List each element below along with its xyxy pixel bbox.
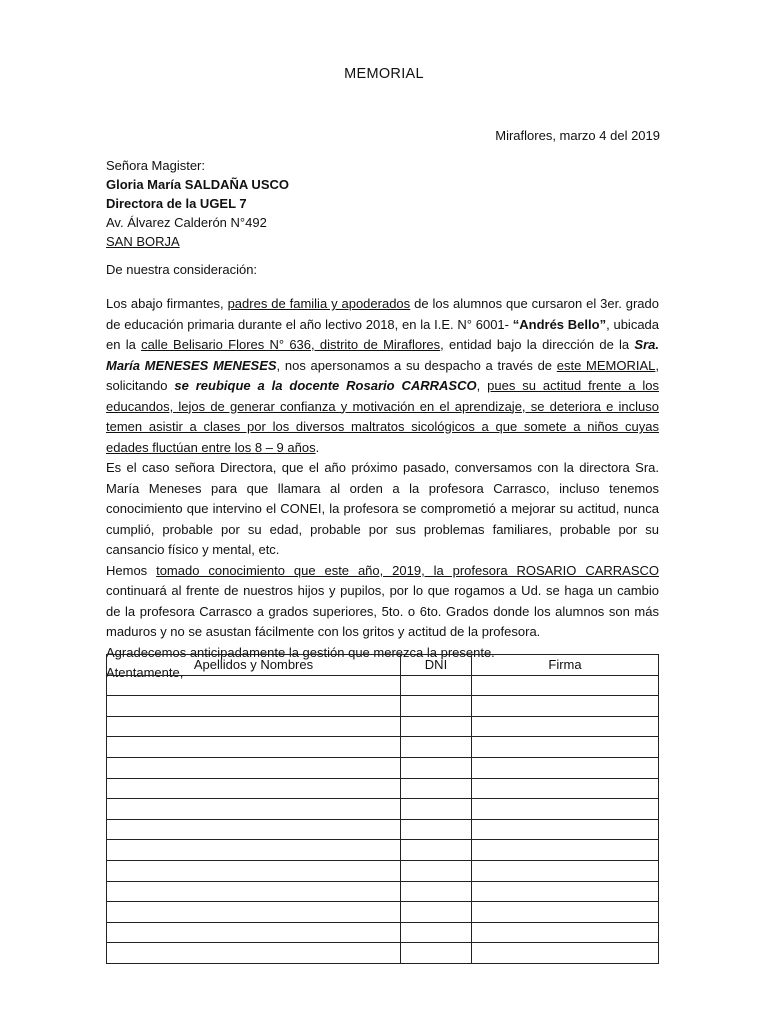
signature-cell[interactable] <box>472 696 659 717</box>
p3-underlined: tomado conocimiento que este año, 2019, la profesora ROSARIO CARRASCO <box>156 562 659 578</box>
p1-text: , solicitando <box>106 357 660 393</box>
name-cell[interactable] <box>107 902 401 923</box>
table-row <box>107 819 659 840</box>
dni-cell[interactable] <box>401 922 472 943</box>
signature-table <box>106 654 659 964</box>
table-row <box>107 716 659 737</box>
name-cell[interactable] <box>107 840 401 861</box>
name-cell[interactable] <box>107 696 401 717</box>
addressee-block <box>106 156 289 251</box>
table-row <box>107 840 659 861</box>
name-cell[interactable] <box>107 881 401 902</box>
header-signature: Firma <box>472 655 659 676</box>
table-row <box>107 696 659 717</box>
name-cell[interactable] <box>107 943 401 964</box>
greeting: De nuestra consideración: <box>106 262 258 277</box>
dni-cell[interactable] <box>401 860 472 881</box>
name-cell[interactable] <box>107 778 401 799</box>
table-row <box>107 922 659 943</box>
addressee-district: SAN BORJA <box>106 234 180 249</box>
p1-address: calle Belisario Flores N° 636, distrito de Miraflores <box>141 337 441 352</box>
signature-cell[interactable] <box>472 881 659 902</box>
signature-cell[interactable] <box>472 819 659 840</box>
table-row <box>107 860 659 881</box>
dni-cell[interactable] <box>401 757 472 778</box>
dni-cell[interactable] <box>401 799 472 820</box>
p1-reason: pues su actitud frente a los educandos, lejos de generar confianza y motivación en el aprendizaje, se deteriora e incluso temen asistir a clases por los diversos maltratos sicológicos a que somete a niños cuyas edades fluctúan entre los 8 – 9 años <box>106 378 659 455</box>
signature-cell[interactable] <box>472 860 659 881</box>
addressee-street: Av. Álvarez Calderón N°492 <box>106 215 267 230</box>
dni-cell[interactable] <box>401 881 472 902</box>
signature-table-header <box>107 655 659 676</box>
signature-cell[interactable] <box>472 799 659 820</box>
p1-text: Los abajo firmantes, <box>106 296 228 311</box>
p1-text: , ubicada en la <box>106 316 660 352</box>
document-date: Miraflores, marzo 4 del 2019 <box>495 128 660 143</box>
addressee-salutation: Señora Magister: <box>106 158 205 173</box>
table-row <box>107 737 659 758</box>
paragraph-4: Agradecemos anticipadamente la gestión que merezca la presente. <box>106 644 495 660</box>
name-cell[interactable] <box>107 799 401 820</box>
signature-cell[interactable] <box>472 922 659 943</box>
table-row <box>107 757 659 778</box>
table-row <box>107 799 659 820</box>
signature-cell[interactable] <box>472 778 659 799</box>
p1-text: , nos apersonamos a su despacho a través de <box>276 357 557 373</box>
addressee-name: Gloria María SALDAÑA USCO <box>106 177 289 192</box>
name-cell[interactable] <box>107 675 401 696</box>
signature-cell[interactable] <box>472 675 659 696</box>
p1-memorial-ref: este MEMORIAL <box>556 357 656 373</box>
dni-cell[interactable] <box>401 819 472 840</box>
name-cell[interactable] <box>107 757 401 778</box>
dni-cell[interactable] <box>401 840 472 861</box>
dni-cell[interactable] <box>401 716 472 737</box>
table-row <box>107 675 659 696</box>
dni-cell[interactable] <box>401 902 472 923</box>
document-title: MEMORIAL <box>344 66 424 82</box>
paragraph-3 <box>106 561 659 643</box>
addressee-position: Directora de la UGEL 7 <box>106 196 247 211</box>
p1-school-name: “Andrés Bello” <box>512 316 607 332</box>
signature-cell[interactable] <box>472 943 659 964</box>
header-names: Apellidos y Nombres <box>107 655 401 676</box>
table-row <box>107 778 659 799</box>
table-row <box>107 881 659 902</box>
p1-request: se reubique a la docente Rosario CARRASCO <box>174 378 477 393</box>
p1-director-name: Sra. María MENESES MENESES <box>106 337 659 373</box>
signature-cell[interactable] <box>472 737 659 758</box>
table-row <box>107 902 659 923</box>
name-cell[interactable] <box>107 716 401 737</box>
signature-cell[interactable] <box>472 757 659 778</box>
p1-text: , entidad bajo la dirección de la <box>440 337 635 352</box>
name-cell[interactable] <box>107 922 401 943</box>
signature-cell[interactable] <box>472 716 659 737</box>
dni-cell[interactable] <box>401 737 472 758</box>
closing: Atentamente, <box>106 665 184 680</box>
letter-body <box>106 294 659 684</box>
signature-cell[interactable] <box>472 840 659 861</box>
p1-text: , <box>476 378 488 393</box>
name-cell[interactable] <box>107 737 401 758</box>
p3-text: continuará al frente de nuestros hijos y pupilos, por lo que rogamos a Ud. se haga un cambio de la profesora Carrasco a grados superiores, 5to. o 6to. Grados donde los alumnos son más maduros y no se asustan fácilmente con los gritos y actitud de la profesora. <box>106 583 659 639</box>
p1-text: . <box>315 439 320 455</box>
dni-cell[interactable] <box>401 696 472 717</box>
paragraph-2: Es el caso señora Directora, que el año próximo pasado, conversamos con la directora Sra. María Meneses para que llamara al orden a la profesora Carrasco, incluso tenemos conocimiento que intervino el CONEI, la profesora se comprometió a mejorar su actitud, nunca cumplió, probable por su edad, probable por sus problemas familiares, probable por su cansancio físico y mental, etc. <box>106 460 659 557</box>
signature-table-body <box>107 675 659 963</box>
signature-cell[interactable] <box>472 902 659 923</box>
dni-cell[interactable] <box>401 675 472 696</box>
name-cell[interactable] <box>107 860 401 881</box>
name-cell[interactable] <box>107 819 401 840</box>
p1-text: de los alumnos que cursaron el 3er. grado de educación primaria durante el año lectivo 2018, en la I.E. N° 6001- <box>106 296 659 332</box>
p1-underlined: padres de familia y apoderados <box>227 296 411 311</box>
dni-cell[interactable] <box>401 778 472 799</box>
dni-cell[interactable] <box>401 943 472 964</box>
paragraph-1 <box>106 294 659 458</box>
header-dni: DNI <box>401 655 472 676</box>
p3-text: Hemos <box>106 562 157 578</box>
table-row <box>107 943 659 964</box>
